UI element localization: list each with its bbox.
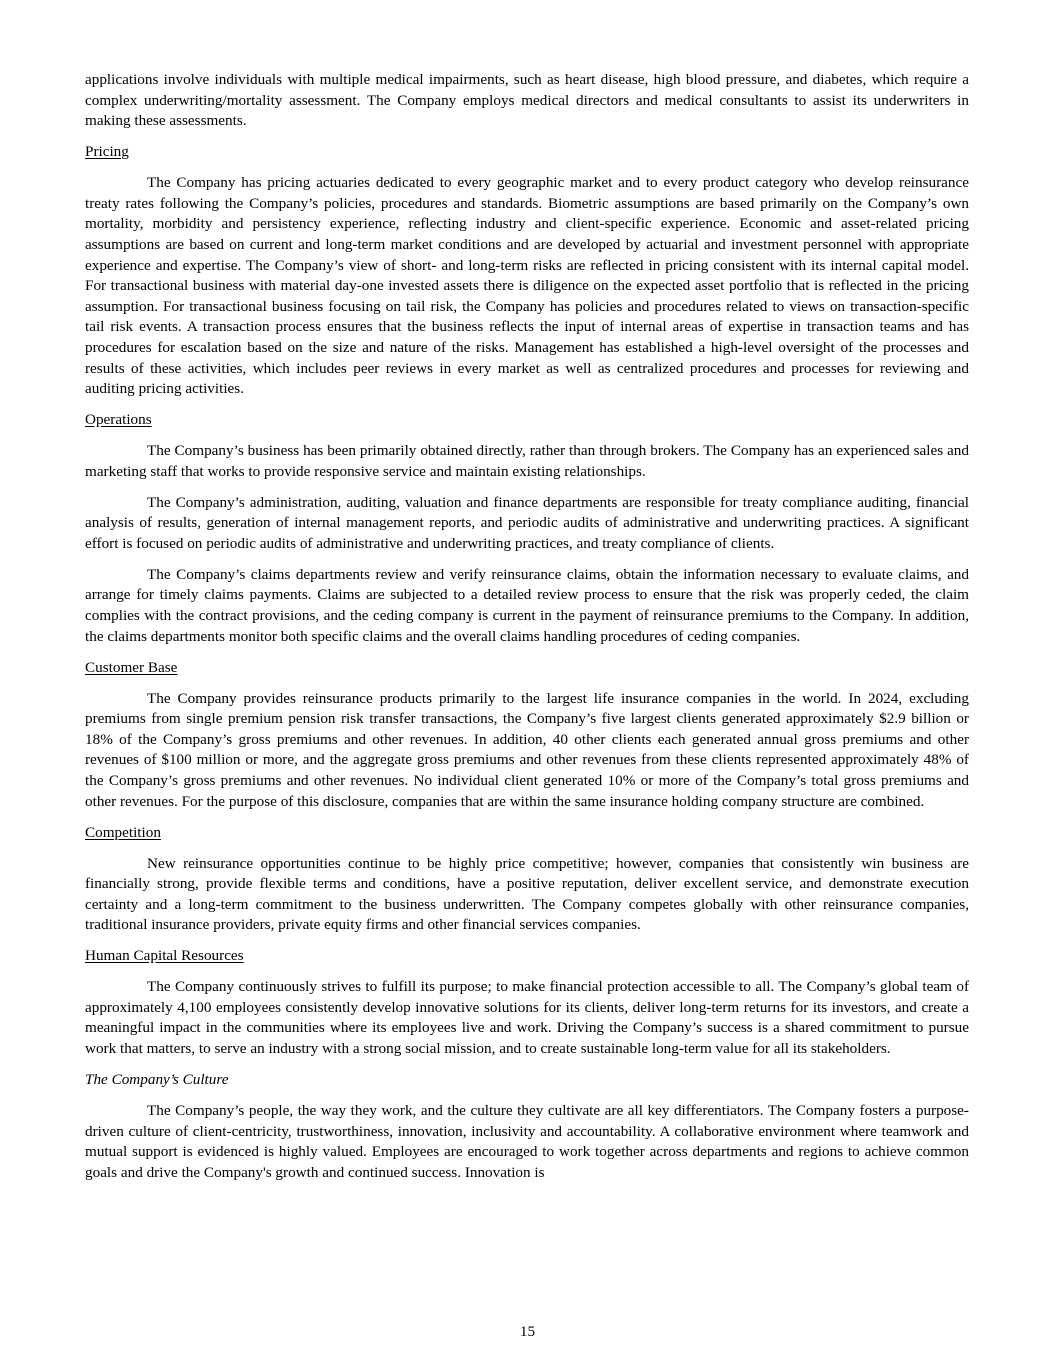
culture-paragraph-1: The Company’s people, the way they work, and the culture they cultivate are all key differentiators. The Company fosters a purpose-driven culture of client-centricity, trustworthiness, innovation, inclusivity and accountability. A collaborative environment where teamwork and mutual support is evidenced is highly valued. Employees are encouraged to work together across departments and regions to achieve common goals and drive the Company's growth and continued success. Innovation is: [85, 1102, 969, 1181]
operations-paragraph-2: The Company’s administration, auditing, valuation and finance departments are responsible for treaty compliance auditing, financial analysis of results, generation of internal management reports, and periodic audits of administrative and underwriting practices. A significant effort is focused on periodic audits of administrative and underwriting practices, and treaty compliance of clients.: [85, 493, 969, 552]
customer-base-paragraph-1: The Company provides reinsurance products primarily to the largest life insurance companies in the world. In 2024, excluding premiums from single premium pension risk transfer transactions, the Company’s five largest clients generated approximately $2.9 billion or 18% of the Company’s gross premiums and other revenues. In addition, 40 other clients each generated annual gross premiums and other revenues of $100 million or more, and the aggregate gross premiums and other revenues from these clients represented approximately 48% of the Company’s gross premiums and other revenues. No individual client generated 10% or more of the Company’s total gross premiums and other revenues. For the purpose of this disclosure, companies that are within the same insurance holding company structure are combined.: [85, 689, 969, 810]
section-heading-pricing: Pricing: [85, 143, 129, 161]
section-heading-competition: Competition: [85, 823, 161, 841]
operations-paragraph-3: The Company’s claims departments review and verify reinsurance claims, obtain the information necessary to evaluate claims, and arrange for timely claims payments. Claims are subjected to a detailed review process to ensure that the risk was properly ceded, the claim complies with the contract provisions, and the ceding company is current in the payment of reinsurance premiums to the Company. In addition, the claims departments monitor both specific claims and the overall claims handling procedures of ceding companies.: [85, 565, 969, 645]
operations-paragraph-1: The Company’s business has been primarily obtained directly, rather than through brokers. The Company has an experienced sales and marketing staff that works to provide responsive service and maintain existing relationships.: [85, 442, 969, 480]
page-number: 15: [519, 1323, 536, 1340]
section-heading-human-capital: Human Capital Resources: [85, 947, 244, 965]
section-heading-operations: Operations: [85, 411, 152, 429]
intro-paragraph: applications involve individuals with multiple medical impairments, such as heart disease, high blood pressure, and diabetes, which require a complex underwriting/mortality assessment. The Company employs medical directors and medical consultants to assist its underwriters in making these assessments.: [85, 71, 969, 130]
human-capital-paragraph-1: The Company continuously strives to fulfill its purpose; to make financial protection accessible to all. The Company’s global team of approximately 4,100 employees consistently develop innovative solutions for its clients, deliver long-term returns for its investors, and create a meaningful impact in the communities where its employees live and work. Driving the Company’s success is a shared commitment to pursue work that matters, to serve an industry with a strong social mission, and to create sustainable long-term value for all its stakeholders.: [85, 978, 969, 1058]
document-page: [85, 70, 969, 1194]
section-heading-customer-base: Customer Base: [85, 658, 178, 676]
pricing-paragraph-1: The Company has pricing actuaries dedicated to every geographic market and to every product category who develop reinsurance treaty rates following the Company’s policies, procedures and standards. Biometric assumptions are based primarily on the Company’s own mortality, morbidity and persistency experience, reflecting industry and client-specific experience. Economic and asset-related pricing assumptions are based on current and long-term market conditions and are developed by actuarial and investment personnel with appropriate experience and expertise. The Company’s view of short- and long-term risks are reflected in pricing consistent with its internal capital model. For transactional business with material day-one invested assets there is diligence on the expected asset portfolio that is reflected in the pricing assumption. For transactional business focusing on tail risk, the Company has policies and procedures related to views on transaction-specific tail risk events. A transaction process ensures that the business reflects the input of internal areas of expertise in transaction teams and has procedures for escalation based on the size and nature of the risks. Management has established a high-level oversight of the processes and results of these activities, which includes peer reviews in every market as well as centralized procedures and processes for reviewing and auditing pricing activities.: [85, 174, 969, 398]
competition-paragraph-1: New reinsurance opportunities continue to be highly price competitive; however, companies that consistently win business are financially strong, provide flexible terms and conditions, have a positive reputation, deliver excellent service, and demonstrate execution certainty and a long-term commitment to the business underwritten. The Company competes globally with other reinsurance companies, traditional insurance providers, private equity firms and other financial services companies.: [85, 854, 969, 934]
subsection-heading-culture: The Company’s Culture: [85, 1071, 229, 1089]
